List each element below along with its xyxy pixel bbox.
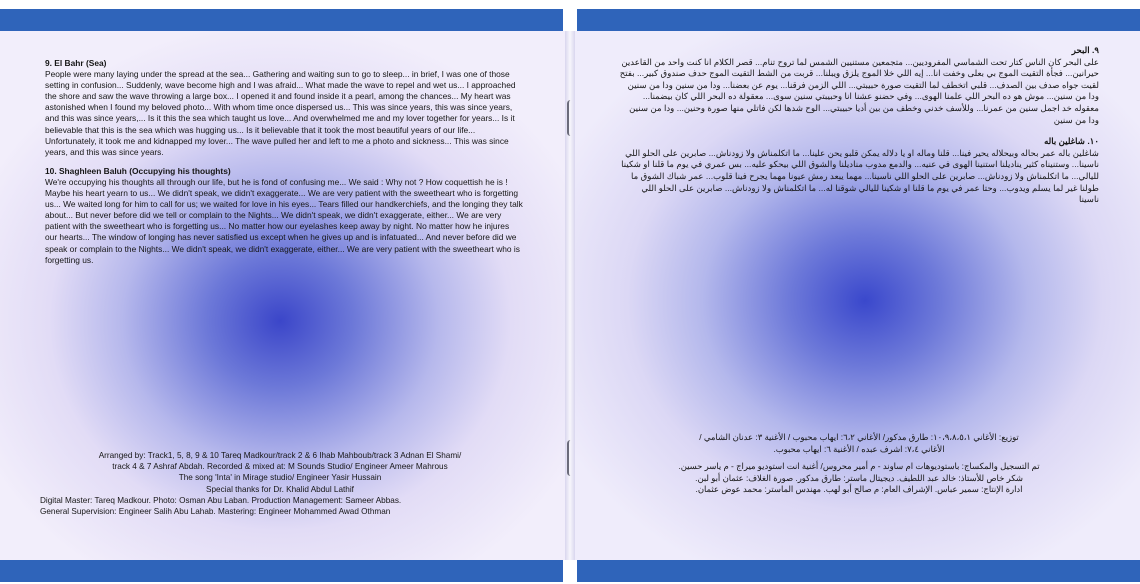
english-credits [40, 450, 520, 517]
credit-line-arabic: ادارة الإنتاج: سمير عباس. الإشراف العام: م صالح أبو لهب. مهندس الماستر: محمد عوض عثمان. [695, 484, 1023, 495]
staple-mark [567, 100, 574, 136]
credit-line-arabic: الأغاني ٧،٤: اشرف عبده / الأغنية ٦: ايهاب محبوب. [773, 443, 945, 454]
top-fold-gap [563, 9, 577, 31]
song-10-heading-arabic: ١٠. شاغلين باله [1044, 136, 1099, 147]
song-9-lyrics-arabic: على البحر كان الناس كتار تحت الشماسي المفروديين... متجمعين مستنيين الشمس لما تروح تنام... قصر الكلام انا كنت واحد من القاعدين حيرانين... فجأة التقيت الموج بي بعلى وخفت انا... إيه اللي خلا الموج يلزق ويبلنا... قربت من الشط التقيت الموج حدف صندوق كبير... بفتح لقيت جواه صدف بين الصدف... قلبي اتخطف لما التقيت صورة حبيبتي... اللي الزمن فرقنا... يوم عن بعضنا... ودا من سنين ودا من سنين ودا من سنين... موش هو ده البحر اللي علمنا الهوى... وفي حضنو عشنا انا وحبيبتي سنين سوى... معقولة ده البحر اللي كان بيضمنا... معقوله خد اجمل سنين من عمرنا... وللأسف خدني وخطف من بين أديا حبيبتي... الوح شدها لكن فاتلي منها صورة وحنين... ودا من سنين ودا من سنين [619, 56, 1099, 125]
arabic-lyrics [619, 45, 1099, 214]
song-10-lyrics-arabic: شاغلين باله عمر بحاله وبيحلاله يحير فينا... قلنا وماله او يا دلاله يمكن قلبو يحن علينا... ما اتكلمناش ولا زودناش... صابرين على الحلو اللي ناسينا... وستنيناه كثير يناديلنا استنينا الهوى في عنيه... والدمع مدوب مناديلنا والشوق اللي بيحكو عليه... بس عمري في يوم ما قلنا او شكينا لليالي... ما اتكلمناش ولا زودناش... صابرين على الحلو اللي ناسينا... مهما يبعد رمش عيونا مهما يجرح فينا قلوب... عمر شباك الشوق ما طولنا غير لما يسلم ويدوب... وحتا عمر في يوم ما قلنا او شكينا لليالي شوقنا له... ما اتكلمناش ولا زودناش... صابرين على الحلو اللي ناسينا [621, 147, 1099, 205]
arabic-credits [615, 432, 1103, 496]
credit-line-arabic: توزيع: الأغاني ١٠،٩،٨،٥،١: طارق مدكور/ الأغاني ٦،٢: ايهاب محبوب / الأغنية ٣: عدنان الشامي / [699, 432, 1019, 442]
credit-line: Digital Master: Tareq Madkour. Photo: Osman Abu Laban. Production Management: Sameer Abbas. [40, 495, 402, 505]
song-10-lyrics: We're occupying his thoughts all through our life, but he is fond of confusing me... We said : Why not ? How coquettish he is ! Maybe his heart yearn to us... We didn't speak, we didn't exaggerate... We are very patient with the sweetheart who is forgetting us... We waited long for him to call for us; we waited for love in his eyes... Tears filled our handkerchiefs, and the longing they talk about... But never before did we tell or complain to the Nights... We didn't speak, we didn't exaggerate, either... We are very patient with the sweetheart who is forgetting us... No matter how our eyelashes keep away by night. No matter how he injures our hearts... The window of longing has never satisfied us except when he gives up and is infatuated... And never before did we speak or complain to the Nights... We didn't speak, we didn't exaggerate, either... We are very patient with the sweetheart who is forgetting us. [45, 176, 523, 265]
right-page [575, 31, 1140, 560]
song-10-heading: 10. Shaghleen Baluh (Occupying his thoughts) [45, 165, 231, 176]
credit-line: Arranged by: Track1, 5, 8, 9 & 10 Tareq Madkour/track 2 & 6 Ihab Mahboub/track 3 Adnan El Shami/ [98, 451, 462, 460]
english-lyrics [45, 58, 523, 274]
left-page [0, 31, 565, 560]
bottom-fold-gap [563, 560, 577, 582]
credit-line: Special thanks for Dr. Khalid Abdul Lathif [206, 484, 354, 494]
staple-mark [567, 440, 574, 476]
song-9-heading: 9. El Bahr (Sea) [45, 58, 107, 68]
credit-line: track 4 & 7 Ashraf Abdah. Recorded & mixed at: M Sounds Studio/ Engineer Ameer Mahrous [112, 462, 448, 472]
credit-line-arabic: تم التسجيل والمكساج: باستوديوهات ام ساوند - م أمير محروس/ أغنية انت استوديو ميراج - م ياسر حسين. [678, 461, 1040, 472]
credit-line: The song 'Inta' in Mirage studio/ Engineer Yasir Hussain [178, 473, 382, 483]
song-9-lyrics: People were many laying under the spread at the sea... Gathering and waiting sun to go to sleep... in brief, I was one of those setting in confusion... Suddenly, wave become high and I was afraid... What made the wave to repel and wet us... I approached the shore and saw the wave throwing a large box... I opened it and found inside it a pearl, among the chances... My heart was astonished when I found my beloved photo... With whom time once dispersed us... This was since years, this was since years, and this was since years,... Is it this the sea which taught us love... And overwhelmed me and my lover together for years... Is it believable that this is the sea which was hugging us... Is it believable that it took the most beautiful years of our life... Unfortunately, it took me and kidnapped my lover... The wave pulled her and left to me a photo and sickness... This was since years, and this was since years. [45, 69, 516, 157]
credit-line: General Supervision: Engineer Salih Abu Lahab. Mastering: Engineer Mohammed Awad Othman [40, 507, 391, 517]
song-9-heading-arabic: ٩. البحر [1071, 45, 1099, 55]
credit-line-arabic: شكر خاص للأستاذ: خالد عبد اللطيف. ديجيتال ماستر: طارق مدكور. صورة الغلاف: عثمان أبو لبن. [695, 472, 1023, 483]
